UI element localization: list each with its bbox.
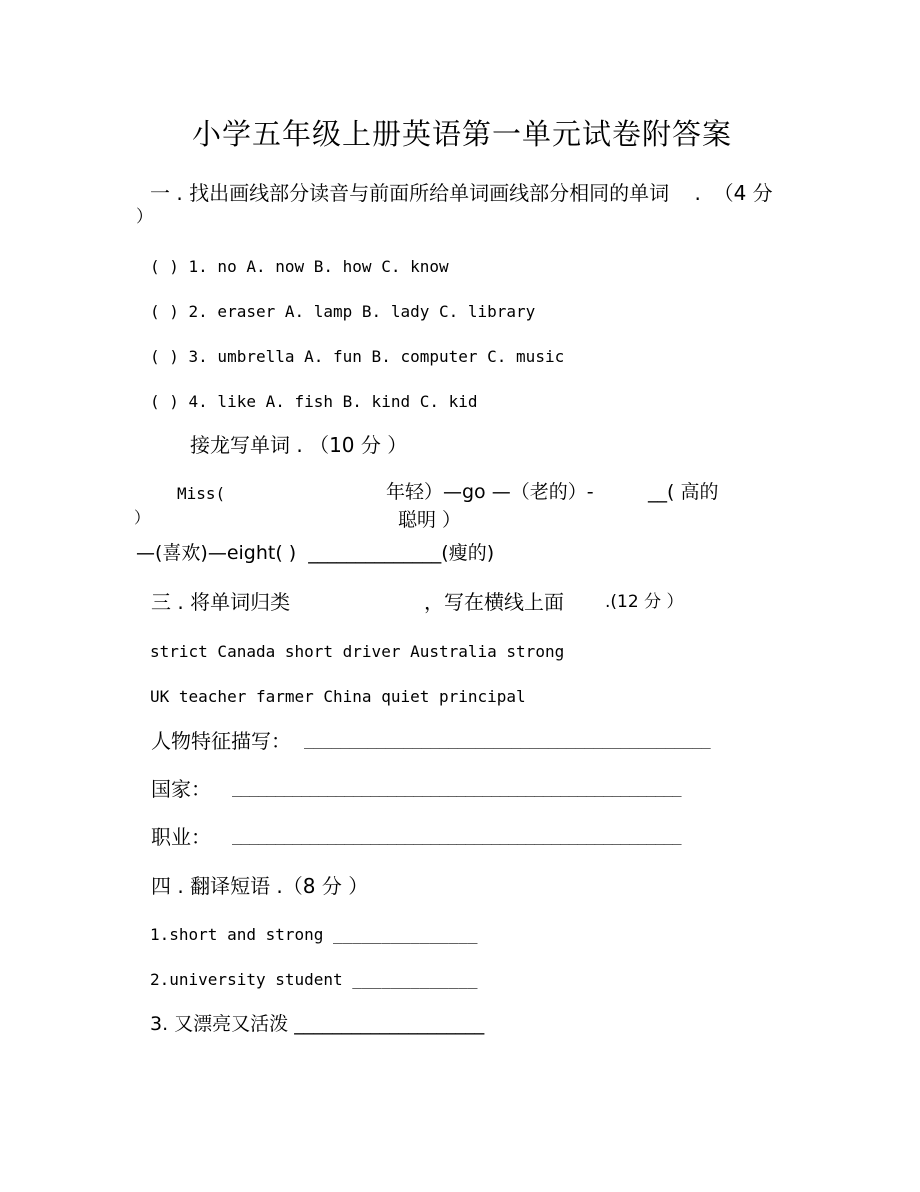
section1-heading-cont: ） <box>136 207 153 227</box>
section2-line3: —(喜欢)—eight( ) ______________(瘦的) <box>136 542 495 564</box>
section3-category-countries-label: 国家： <box>151 777 211 801</box>
section1-heading: 一 . 找出画线部分读音与前面所给单词画线部分相同的单词 . （4 分 <box>150 181 773 205</box>
section2-line2-start: ） <box>134 508 151 527</box>
section3-category-countries-blank: ____________________________________________________ <box>232 779 681 797</box>
section2-line1-middle: 年轻）—go —（老的）- <box>386 481 594 503</box>
section2-line2-middle: 聪明 ） <box>398 509 462 531</box>
section2-line1-end: __( 高的 <box>648 481 719 503</box>
section3-category-jobs-blank: ____________________________________________________ <box>232 827 681 845</box>
section4-item-3: 3. 又漂亮又活泼 ____________________ <box>150 1013 485 1035</box>
section3-category-jobs-label: 职业： <box>151 825 211 849</box>
section3-heading-part2: ，写在横线上面 <box>424 590 564 614</box>
section2-heading: 接龙写单词 . （10 分 ） <box>190 433 408 457</box>
section3-category-traits-blank: _____________________________________________ <box>304 731 711 749</box>
section1-question-4: ( ) 4. like A. fish B. kind C. kid <box>150 392 478 411</box>
section4-item-1: 1.short and strong _______________ <box>150 925 478 944</box>
section3-heading-part1: 三 . 将单词归类 <box>151 590 291 614</box>
section3-heading-part3: .(12 分 ） <box>605 592 684 612</box>
section1-question-2: ( ) 2. eraser A. lamp B. lady C. library <box>150 302 536 321</box>
section4-item-2: 2.university student _____________ <box>150 970 478 989</box>
section3-word-list-2: UK teacher farmer China quiet principal <box>150 687 526 706</box>
section4-heading: 四 . 翻译短语 .（8 分 ） <box>151 874 369 898</box>
section3-word-list-1: strict Canada short driver Australia strong <box>150 642 565 661</box>
page-title: 小学五年级上册英语第一单元试卷附答案 <box>192 117 733 151</box>
section1-question-3: ( ) 3. umbrella A. fun B. computer C. music <box>150 347 565 366</box>
section1-question-1: ( ) 1. no A. now B. how C. know <box>150 257 449 276</box>
section3-category-traits-label: 人物特征描写： <box>151 729 291 753</box>
section2-line1-start: Miss( <box>177 484 226 503</box>
